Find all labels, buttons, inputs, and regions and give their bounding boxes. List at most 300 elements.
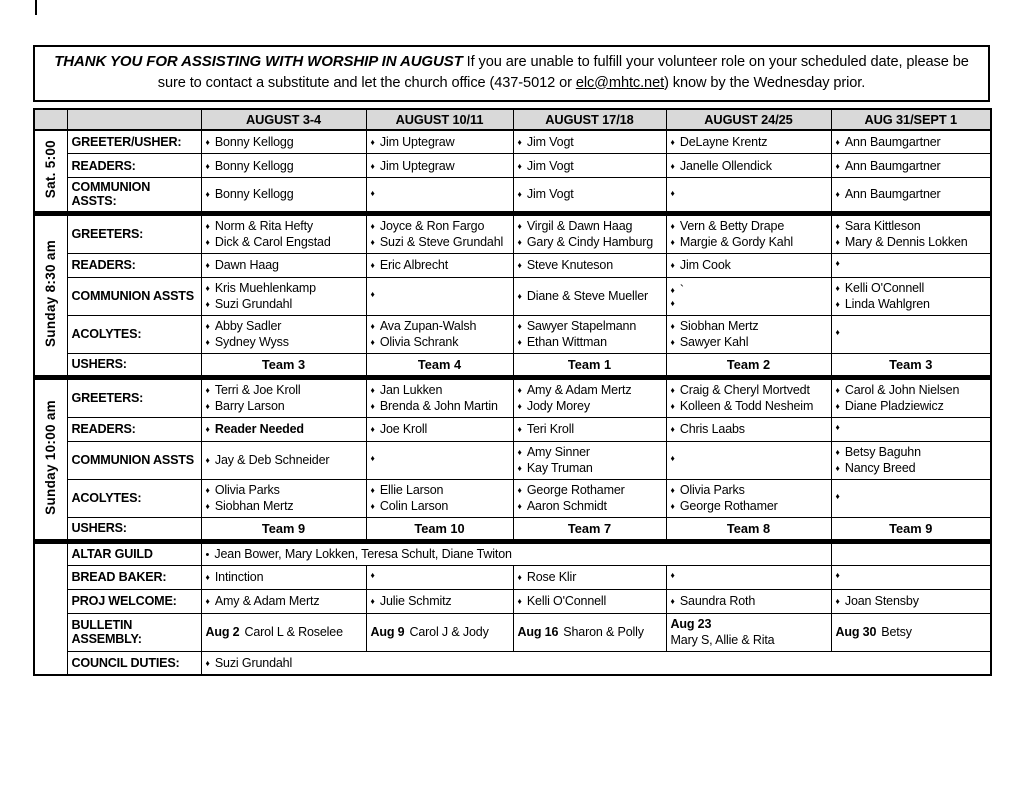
diamond-bullet-icon: ♦	[670, 187, 675, 198]
schedule-cell	[366, 277, 513, 315]
diamond-bullet-icon: ♦	[205, 384, 210, 395]
volunteer-name: Steve Knuteson	[526, 257, 614, 272]
team-cell: Team 9	[831, 517, 991, 541]
volunteer-name: Aug 23	[670, 616, 712, 631]
diamond-bullet-icon: ♦	[205, 320, 210, 331]
diamond-bullet-icon: ♦	[670, 484, 675, 495]
volunteer-line	[671, 299, 827, 310]
volunteer-line	[836, 382, 987, 399]
volunteer-name: Joan Stensby	[844, 593, 919, 608]
volunteer-line	[371, 398, 509, 415]
volunteer-name: `	[679, 283, 684, 298]
date-column-header: AUGUST 17/18	[513, 109, 666, 130]
diamond-bullet-icon: ♦	[205, 501, 210, 511]
diamond-bullet-icon: ♦	[370, 259, 375, 270]
diamond-bullet-icon: ♦	[670, 297, 675, 308]
diamond-bullet-icon: ♦	[835, 136, 840, 147]
schedule-cell	[666, 441, 831, 479]
volunteer-name: Joyce & Ron Fargo	[379, 218, 485, 233]
schedule-cell	[366, 213, 513, 253]
volunteer-line	[206, 382, 362, 399]
diamond-bullet-icon: ♦	[205, 401, 210, 411]
schedule-cell	[201, 154, 366, 178]
role-label: GREETER/USHER:	[67, 130, 201, 154]
volunteer-name: Amy & Adam Mertz	[214, 593, 320, 608]
volunteer-name: Olivia Parks	[679, 482, 745, 497]
volunteer-name: Aug 30	[835, 624, 877, 639]
diamond-bullet-icon: ♦	[670, 337, 675, 347]
role-label: USHERS:	[67, 353, 201, 377]
volunteer-line	[371, 318, 509, 335]
diamond-bullet-icon: ♦	[517, 401, 522, 411]
volunteer-name: Jim Uptegraw	[379, 158, 455, 173]
volunteer-name: George Rothamer	[526, 482, 625, 497]
diamond-bullet-icon: ♦	[370, 484, 375, 495]
role-label: BULLETIN ASSEMBLY:	[67, 613, 201, 651]
diamond-bullet-icon: ♦	[517, 160, 522, 171]
volunteer-name: Suzi Grundahl	[214, 297, 293, 311]
schedule-cell	[831, 589, 991, 613]
volunteer-name: Amy Sinner	[526, 444, 590, 459]
role-label: COUNCIL DUTIES:	[67, 651, 201, 675]
schedule-cell	[666, 377, 831, 417]
volunteer-name: Diane & Steve Mueller	[526, 288, 649, 303]
schedule-cell	[831, 154, 991, 178]
volunteer-name: Vern & Betty Drape	[679, 218, 785, 233]
diamond-bullet-icon: ♦	[205, 595, 210, 606]
volunteer-line	[206, 280, 362, 297]
volunteer-name: Sawyer Kahl	[679, 335, 749, 349]
volunteer-name: Abby Sadler	[214, 318, 282, 333]
diamond-bullet-icon: ♦	[670, 220, 675, 231]
volunteer-line	[671, 158, 827, 175]
team-cell: Team 9	[201, 517, 366, 541]
schedule-cell	[201, 377, 366, 417]
volunteer-name: DeLayne Krentz	[679, 134, 768, 149]
role-label: READERS:	[67, 417, 201, 441]
volunteer-line	[671, 398, 827, 415]
volunteer-name: Joe Kroll	[379, 421, 428, 436]
volunteer-name: Saundra Roth	[679, 593, 756, 608]
volunteer-line	[518, 593, 662, 610]
volunteer-line	[518, 482, 662, 499]
volunteer-line	[836, 492, 987, 503]
schedule-cell	[201, 565, 366, 589]
diamond-bullet-icon: ♦	[205, 571, 210, 582]
schedule-cell	[366, 253, 513, 277]
schedule-cell	[666, 417, 831, 441]
volunteer-line	[836, 218, 987, 235]
volunteer-name: Bonny Kellogg	[214, 187, 294, 202]
diamond-bullet-icon: ♦	[370, 337, 375, 347]
volunteer-line	[671, 571, 827, 582]
volunteer-name: Margie & Gordy Kahl	[679, 235, 794, 249]
diamond-bullet-icon: ♦	[835, 220, 840, 231]
diamond-bullet-icon: ♦	[670, 320, 675, 331]
volunteer-line	[836, 280, 987, 297]
volunteer-line	[206, 334, 362, 351]
schedule-cell	[831, 377, 991, 417]
schedule-cell	[666, 130, 831, 154]
date-column-header: AUGUST 3-4	[201, 109, 366, 130]
schedule-cell	[666, 253, 831, 277]
time-label	[34, 130, 67, 213]
diamond-bullet-icon: ♦	[205, 237, 210, 247]
volunteer-line	[371, 482, 509, 499]
volunteer-name: Olivia Schrank	[379, 335, 459, 349]
diamond-bullet-icon: ♦	[835, 258, 840, 269]
schedule-cell	[513, 565, 666, 589]
schedule-cell	[513, 417, 666, 441]
team-cell: Team 3	[201, 353, 366, 377]
volunteer-line	[206, 234, 362, 251]
role-label: ACOLYTES:	[67, 315, 201, 353]
schedule-cell	[513, 441, 666, 479]
volunteer-name: Kelli O'Connell	[526, 593, 607, 608]
schedule-cell	[366, 613, 513, 651]
diamond-bullet-icon: ♦	[517, 337, 522, 347]
volunteer-line	[206, 318, 362, 335]
schedule-cell	[366, 441, 513, 479]
diamond-bullet-icon: ♦	[670, 136, 675, 147]
diamond-bullet-icon: ♦	[517, 237, 522, 247]
volunteer-name: Carol & John Nielsen	[844, 382, 960, 397]
diamond-bullet-icon: ♦	[835, 491, 840, 502]
volunteer-name: Ellie Larson	[379, 482, 444, 497]
round-bullet-icon: •	[205, 548, 210, 561]
diamond-bullet-icon: ♦	[370, 220, 375, 231]
schedule-cell	[201, 541, 831, 565]
volunteer-name: Dick & Carol Engstad	[214, 235, 331, 249]
schedule-cell	[666, 178, 831, 213]
volunteer-name: Dawn Haag	[214, 257, 279, 272]
volunteer-line	[371, 134, 509, 151]
role-label: GREETERS:	[67, 377, 201, 417]
volunteer-line	[371, 624, 509, 641]
volunteer-line	[371, 421, 509, 438]
schedule-sheet	[33, 45, 990, 676]
schedule-cell	[666, 589, 831, 613]
team-cell: Team 3	[831, 353, 991, 377]
schedule-cell	[513, 315, 666, 353]
team-cell: Team 2	[666, 353, 831, 377]
volunteer-line	[206, 186, 362, 203]
volunteer-line	[206, 218, 362, 235]
volunteer-line	[371, 454, 509, 465]
volunteer-name: Suzi Grundahl	[214, 655, 293, 670]
diamond-bullet-icon: ♦	[370, 595, 375, 606]
diamond-bullet-icon: ♦	[205, 160, 210, 171]
volunteer-name: Jim Cook	[679, 257, 731, 272]
schedule-cell	[513, 130, 666, 154]
volunteer-line	[671, 334, 827, 351]
diamond-bullet-icon: ♦	[517, 595, 522, 606]
diamond-bullet-icon: ♦	[205, 337, 210, 347]
diamond-bullet-icon: ♦	[370, 320, 375, 331]
diamond-bullet-icon: ♦	[517, 290, 522, 301]
volunteer-line	[206, 498, 362, 515]
volunteer-name: Ann Baumgartner	[844, 134, 941, 149]
schedule-cell	[666, 315, 831, 353]
volunteer-line	[371, 257, 509, 274]
time-label	[34, 377, 67, 541]
volunteer-line	[518, 382, 662, 399]
diamond-bullet-icon: ♦	[835, 237, 840, 247]
schedule-cell	[366, 565, 513, 589]
diamond-bullet-icon: ♦	[517, 501, 522, 511]
schedule-cell	[831, 613, 991, 651]
volunteer-name: Bonny Kellogg	[214, 158, 294, 173]
team-cell: Team 1	[513, 353, 666, 377]
schedule-cell	[513, 589, 666, 613]
diamond-bullet-icon: ♦	[517, 423, 522, 434]
volunteer-name: George Rothamer	[679, 499, 778, 513]
diamond-bullet-icon: ♦	[670, 259, 675, 270]
diamond-bullet-icon: ♦	[517, 320, 522, 331]
volunteer-name: Amy & Adam Mertz	[526, 382, 632, 397]
time-label-text: Sunday 8:30 am	[43, 240, 59, 347]
volunteer-line	[518, 186, 662, 203]
diamond-bullet-icon: ♦	[835, 463, 840, 473]
schedule-cell	[666, 277, 831, 315]
volunteer-name: Linda Wahlgren	[844, 297, 930, 311]
volunteer-line	[206, 134, 362, 151]
volunteer-line	[671, 257, 827, 274]
diamond-bullet-icon: ♦	[670, 570, 675, 581]
diamond-bullet-icon: ♦	[370, 187, 375, 198]
volunteer-line	[671, 482, 827, 499]
team-cell: Team 7	[513, 517, 666, 541]
volunteer-name: Bonny Kellogg	[214, 134, 294, 149]
notice-box	[33, 45, 990, 102]
notice-body-before: If you are unable to fulfill your volunteer role on your scheduled date, please be sure to contact a substitute and let the church office (437-5012 or	[157, 54, 969, 91]
time-label-text: Sat. 5:00	[43, 140, 59, 199]
volunteer-name: Norm & Rita Hefty	[214, 218, 314, 233]
volunteer-line	[518, 398, 662, 415]
schedule-cell	[366, 130, 513, 154]
volunteer-line	[206, 158, 362, 175]
team-cell: Team 4	[366, 353, 513, 377]
schedule-cell	[831, 479, 991, 517]
diamond-bullet-icon: ♦	[205, 454, 210, 465]
schedule-cell	[513, 213, 666, 253]
volunteer-name: Janelle Ollendick	[679, 158, 772, 173]
team-cell: Team 10	[366, 517, 513, 541]
volunteer-name: Jim Vogt	[526, 158, 574, 173]
diamond-bullet-icon: ♦	[835, 282, 840, 293]
schedule-cell	[201, 130, 366, 154]
role-label: ALTAR GUILD	[67, 541, 201, 565]
volunteer-name: Chris Laabs	[679, 421, 745, 436]
diamond-bullet-icon: ♦	[370, 384, 375, 395]
date-column-header: AUG 31/SEPT 1	[831, 109, 991, 130]
schedule-cell	[366, 154, 513, 178]
schedule-cell	[513, 178, 666, 213]
volunteer-line	[371, 158, 509, 175]
diamond-bullet-icon: ♦	[370, 401, 375, 411]
volunteer-line	[206, 482, 362, 499]
volunteer-line	[518, 624, 662, 641]
volunteer-line	[518, 134, 662, 151]
time-label	[34, 213, 67, 377]
volunteer-name: Craig & Cheryl Mortvedt	[679, 382, 810, 397]
volunteer-line	[206, 257, 362, 274]
role-label: USHERS:	[67, 517, 201, 541]
volunteer-name: Brenda & John Martin	[379, 399, 498, 413]
volunteer-line	[671, 189, 827, 200]
volunteer-name: Kelli O'Connell	[844, 280, 925, 295]
volunteer-line	[518, 288, 662, 305]
diamond-bullet-icon: ♦	[205, 423, 210, 434]
corner-cell-role	[67, 109, 201, 130]
volunteer-line	[206, 569, 362, 586]
corner-cell-time	[34, 109, 67, 130]
schedule-cell	[831, 441, 991, 479]
volunteer-name: Siobhan Mertz	[679, 318, 759, 333]
schedule-cell	[666, 565, 831, 589]
volunteer-name: Julie Schmitz	[379, 593, 452, 608]
schedule-cell	[513, 613, 666, 651]
diamond-bullet-icon: ♦	[670, 160, 675, 171]
diamond-bullet-icon: ♦	[205, 657, 210, 668]
schedule-cell	[831, 277, 991, 315]
schedule-cell	[201, 479, 366, 517]
schedule-cell	[513, 479, 666, 517]
volunteer-line	[836, 134, 987, 151]
diamond-bullet-icon: ♦	[370, 237, 375, 247]
volunteer-name: Jim Vogt	[526, 134, 574, 149]
volunteer-name: Ava Zupan-Walsh	[379, 318, 477, 333]
schedule-cell	[366, 479, 513, 517]
volunteer-line	[206, 398, 362, 415]
volunteer-name: Jim Vogt	[526, 187, 574, 202]
volunteer-name: Mary S, Allie & Rita	[670, 633, 775, 647]
volunteer-name: Ann Baumgartner	[844, 187, 941, 202]
volunteer-name: Aug 9	[370, 624, 405, 639]
volunteer-line	[671, 632, 827, 649]
volunteer-line	[671, 454, 827, 465]
volunteer-name: Diane Pladziewicz	[844, 399, 944, 413]
diamond-bullet-icon: ♦	[370, 453, 375, 464]
volunteer-line	[836, 398, 987, 415]
worship-schedule-table	[33, 108, 992, 676]
volunteer-name: Kay Truman	[526, 461, 593, 475]
schedule-cell	[831, 213, 991, 253]
volunteer-line	[518, 460, 662, 477]
volunteer-name: Sawyer Stapelmann	[526, 318, 637, 333]
diamond-bullet-icon: ♦	[205, 484, 210, 495]
volunteer-name: Jan Lukken	[379, 382, 443, 397]
volunteer-line	[836, 234, 987, 251]
diamond-bullet-icon: ♦	[370, 423, 375, 434]
volunteer-line	[206, 593, 362, 610]
volunteer-name: Ann Baumgartner	[844, 158, 941, 173]
schedule-cell	[831, 253, 991, 277]
diamond-bullet-icon: ♦	[205, 259, 210, 270]
volunteer-line	[206, 655, 987, 672]
volunteer-line	[371, 218, 509, 235]
volunteer-name: Ethan Wittman	[526, 335, 607, 349]
schedule-cell	[666, 479, 831, 517]
volunteer-name: Jay & Deb Schneider	[214, 452, 330, 467]
volunteer-line	[518, 257, 662, 274]
volunteer-line	[518, 218, 662, 235]
date-column-header: AUGUST 24/25	[666, 109, 831, 130]
volunteer-line	[836, 158, 987, 175]
volunteer-name: Eric Albrecht	[379, 257, 449, 272]
volunteer-line	[836, 624, 987, 641]
role-label: READERS:	[67, 253, 201, 277]
schedule-cell	[366, 377, 513, 417]
time-label	[34, 541, 67, 675]
volunteer-line	[671, 593, 827, 610]
volunteer-line	[836, 186, 987, 203]
diamond-bullet-icon: ♦	[670, 501, 675, 511]
volunteer-line	[836, 571, 987, 582]
schedule-cell	[831, 541, 991, 565]
volunteer-line	[671, 282, 827, 299]
diamond-bullet-icon: ♦	[835, 299, 840, 309]
volunteer-line	[518, 334, 662, 351]
schedule-cell	[666, 613, 831, 651]
schedule-cell	[513, 377, 666, 417]
schedule-cell	[201, 277, 366, 315]
role-label: READERS:	[67, 154, 201, 178]
diamond-bullet-icon: ♦	[517, 484, 522, 495]
schedule-cell	[366, 417, 513, 441]
volunteer-name: Aaron Schmidt	[526, 499, 607, 513]
role-label: COMMUNION ASSTS	[67, 277, 201, 315]
volunteer-line	[518, 569, 662, 586]
schedule-cell	[831, 178, 991, 213]
volunteer-line	[671, 134, 827, 151]
volunteer-name: Carol J & Jody	[409, 624, 489, 639]
volunteer-line	[836, 460, 987, 477]
role-label: ACOLYTES:	[67, 479, 201, 517]
diamond-bullet-icon: ♦	[835, 595, 840, 606]
schedule-cell	[201, 315, 366, 353]
volunteer-line	[371, 334, 509, 351]
volunteer-line	[371, 234, 509, 251]
diamond-bullet-icon: ♦	[517, 463, 522, 473]
volunteer-name: Betsy	[881, 624, 912, 639]
volunteer-name: Nancy Breed	[844, 461, 916, 475]
role-label: COMMUNION ASSTS:	[67, 178, 201, 213]
schedule-cell	[831, 315, 991, 353]
email-link[interactable]: elc@mhtc.net	[575, 74, 665, 91]
volunteer-name: Terri & Joe Kroll	[214, 382, 301, 397]
schedule-cell	[366, 589, 513, 613]
volunteer-name: Gary & Cindy Hamburg	[526, 235, 654, 249]
volunteer-name: Kolleen & Todd Nesheim	[679, 399, 814, 413]
volunteer-name: Virgil & Dawn Haag	[526, 218, 633, 233]
volunteer-line	[671, 498, 827, 515]
volunteer-line	[518, 234, 662, 251]
volunteer-name: Aug 16	[517, 624, 559, 639]
volunteer-name: Aug 2	[205, 624, 240, 639]
volunteer-line	[671, 382, 827, 399]
diamond-bullet-icon: ♦	[670, 595, 675, 606]
schedule-cell	[366, 178, 513, 213]
diamond-bullet-icon: ♦	[205, 136, 210, 147]
diamond-bullet-icon: ♦	[517, 136, 522, 147]
volunteer-line	[518, 158, 662, 175]
volunteer-name: Intinction	[214, 569, 264, 584]
diamond-bullet-icon: ♦	[835, 401, 840, 411]
volunteer-line	[371, 571, 509, 582]
volunteer-line	[206, 546, 827, 563]
volunteer-name: Jim Uptegraw	[379, 134, 455, 149]
